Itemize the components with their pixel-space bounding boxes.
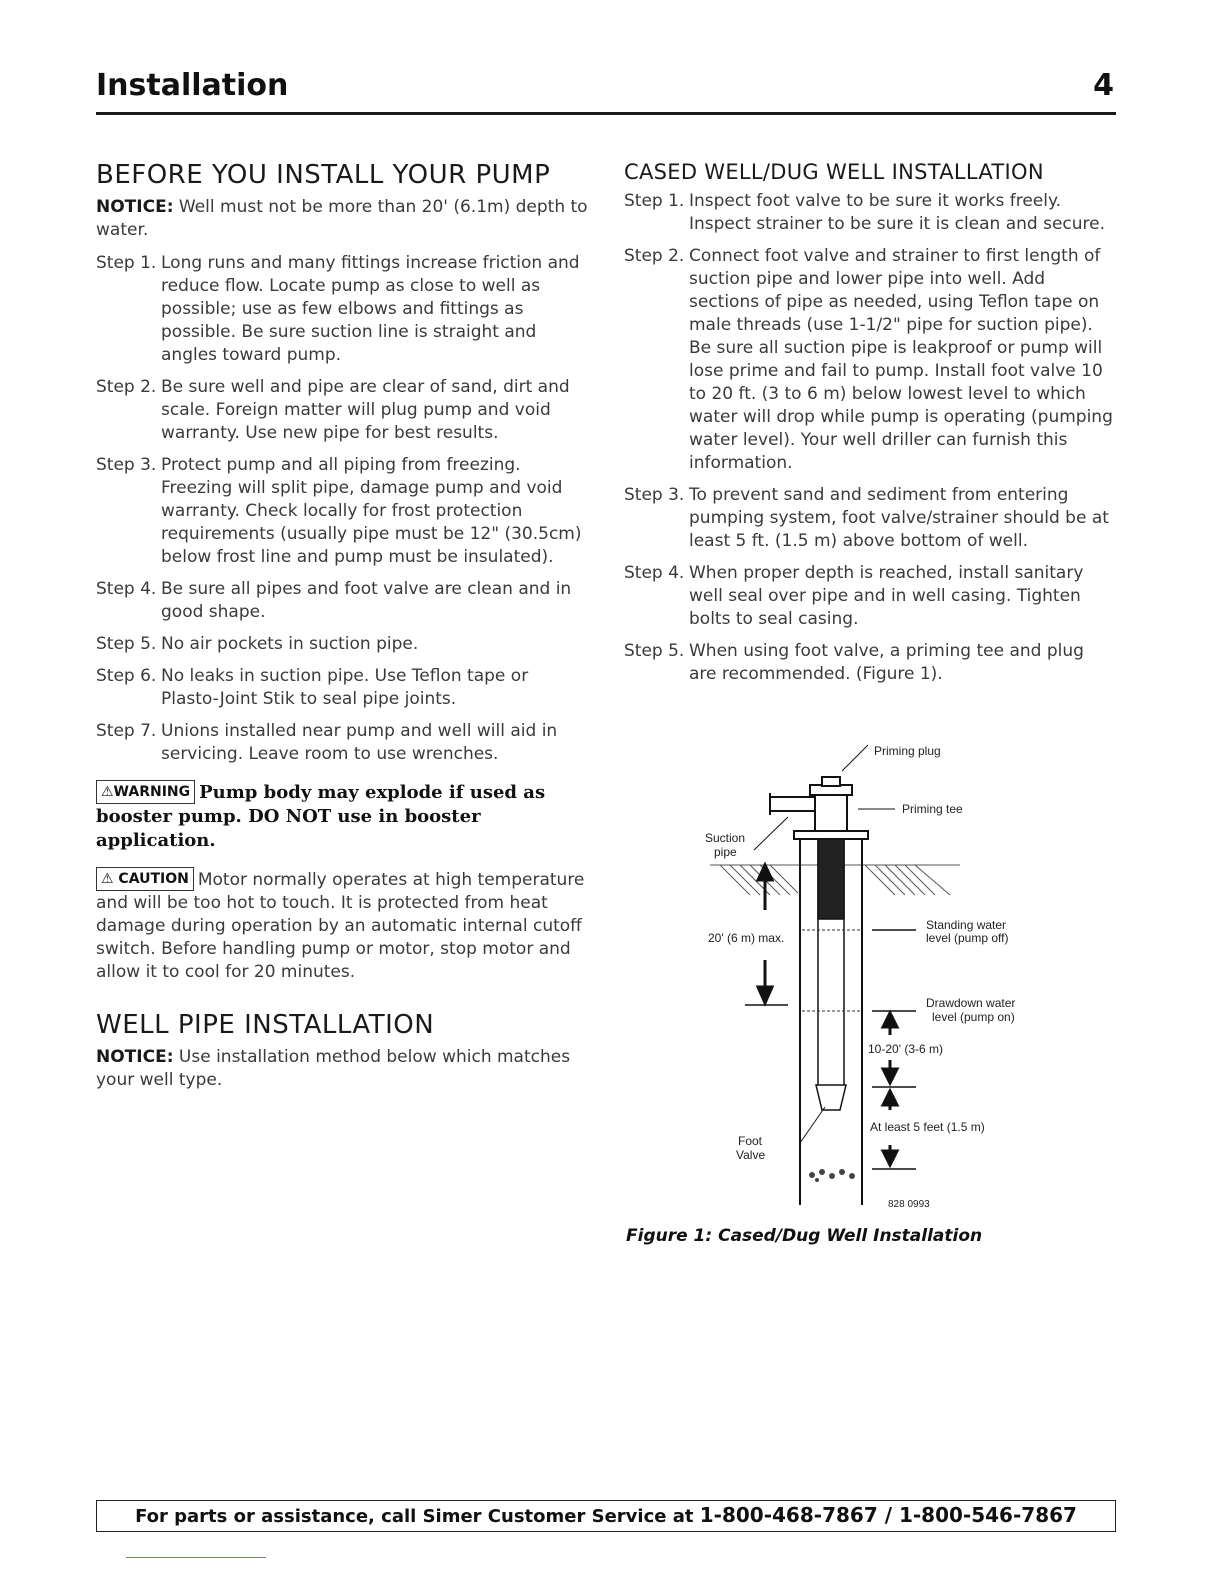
step-item [96,720,588,766]
step-label: Step 2. [96,377,157,397]
suction-pipe-label: pipe [714,845,737,859]
caution-text: Motor normally operates at high temperature and will be too hot to touch. It is protected from heat damage during operation by an automatic internal cutoff switch. Before handling pump or motor, stop motor and allow it to cool for 20 minutes. [96,870,585,982]
notice-label: NOTICE: [96,1047,174,1067]
warning-badge: ⚠WARNING [96,780,195,804]
before-install-heading: BEFORE YOU INSTALL YOUR PUMP [96,160,551,190]
step-label: Step 1. [624,191,685,211]
step-text: Protect pump and all piping from freezing. Freezing will split pipe, damage pump and void warranty. Check locally for frost protection requirements (usually pipe must be 12" (30.5cm) below frost line and pump must be insulated). [161,455,582,567]
step-text: When proper depth is reached, install sanitary well seal over pipe and in well casing. Tighten bolts to seal casing. [689,563,1084,629]
range-label: 10-20' (3-6 m) [868,1042,943,1056]
step-label: Step 1. [96,253,157,273]
step-item [624,245,1116,475]
step-label: Step 5. [624,641,685,661]
step-text: Be sure well and pipe are clear of sand, dirt and scale. Foreign matter will plug pump and void warranty. Use new pipe for best results. [161,377,570,443]
drawdown-water-label: Drawdown water [926,996,1016,1010]
step-item [96,376,588,445]
drawdown-water-label: level (pump on) [932,1010,1015,1024]
standing-water-label: Standing water [926,918,1007,932]
step-item [96,665,588,711]
step-label: Step 5. [96,634,157,654]
step-text: Connect foot valve and strainer to first length of suction pipe and lower pipe into well. Add sections of pipe as needed, using Teflon tape on male threads (use 1-1/2" pipe for suction pipe). Be sure all suction pipe is leakproof or pump will lose prime and fail to pump. Install foot valve 10 to 20 ft. (3 to 6 m) below lowest level to which water will drop while pump is operating (pumping water level). Your well driller can furnish this information. [689,246,1113,473]
step-item [624,484,1116,553]
step-text: When using foot valve, a priming tee and plug are recommended. (Figure 1). [689,641,1084,684]
figure-code: 828 0993 [888,1199,930,1210]
step-text: Long runs and many fittings increase friction and reduce flow. Locate pump as close to well as possible; use as few elbows and fittings as possible. Be sure suction line is straight and angles toward pump. [161,253,580,365]
left-column [96,160,588,1102]
page-number: 4 [1093,68,1114,103]
suction-pipe [816,839,846,1110]
step-item [624,190,1116,236]
footer-phone: 1-800-468-7867 / 1-800-546-7867 [699,1503,1077,1527]
well-pipe-heading: WELL PIPE INSTALLATION [96,1010,435,1040]
warning-text: Pump body may explode if used as booster pump. DO NOT use in booster application. [96,782,546,851]
warning-block [96,780,588,853]
depth-notice [96,196,588,242]
at-least-label: At least 5 feet (1.5 m) [870,1120,985,1134]
step-label: Step 3. [624,485,685,505]
step-text: Unions installed near pump and well will aid in servicing. Leave room to use wrenches. [161,721,558,764]
bottom-rule [126,1557,266,1558]
step-item [624,640,1116,686]
step-label: Step 3. [96,455,157,475]
foot-valve-label: Valve [736,1148,766,1162]
right-column [624,160,1116,695]
step-text: Be sure all pipes and foot valve are clean and in good shape. [161,579,572,622]
page-title: Installation [96,68,289,103]
step-text: To prevent sand and sediment from entering pumping system, foot valve/strainer should be at least 5 ft. (1.5 m) above bottom of well. [689,485,1109,551]
step-item [96,454,588,569]
step-text: No leaks in suction pipe. Use Teflon tape or Plasto-Joint Stik to seal pipe joints. [161,666,529,709]
step-label: Step 6. [96,666,157,686]
cased-well-steps [624,190,1116,686]
suction-pipe-label: Suction [705,831,746,845]
gravel [809,1169,855,1182]
priming-plug-label: Priming plug [874,744,941,758]
standing-water-label: level (pump off) [926,931,1009,945]
caution-block [96,867,588,984]
step-text: No air pockets in suction pipe. [161,634,419,654]
customer-service-footer [96,1500,1116,1532]
step-label: Step 4. [96,579,157,599]
footer-text: For parts or assistance, call Simer Customer Service at [135,1506,700,1527]
step-item [96,633,588,656]
step-item [624,562,1116,631]
caution-badge: ⚠ CAUTION [96,867,194,891]
step-label: Step 7. [96,721,157,741]
page-header [96,66,1116,115]
pre-install-steps [96,252,588,766]
notice-text: Use installation method below which matches your well type. [96,1047,571,1090]
step-item [96,578,588,624]
notice-label: NOTICE: [96,197,174,217]
figure-caption: Figure 1: Cased/Dug Well Installation [626,1226,983,1246]
max-depth-label: 20' (6 m) max. [708,931,785,945]
step-label: Step 4. [624,563,685,583]
step-item [96,252,588,367]
well-diagram [690,735,1070,1215]
notice-text: Well must not be more than 20' (6.1m) depth to water. [96,197,588,240]
step-text: Inspect foot valve to be sure it works freely. Inspect strainer to be sure it is clean and secure. [689,191,1106,234]
well-type-notice [96,1046,588,1092]
step-label: Step 2. [624,246,685,266]
cased-well-heading: CASED WELL/DUG WELL INSTALLATION [624,160,1044,184]
priming-tee-label: Priming tee [902,802,963,816]
foot-valve-label: Foot [738,1134,763,1148]
